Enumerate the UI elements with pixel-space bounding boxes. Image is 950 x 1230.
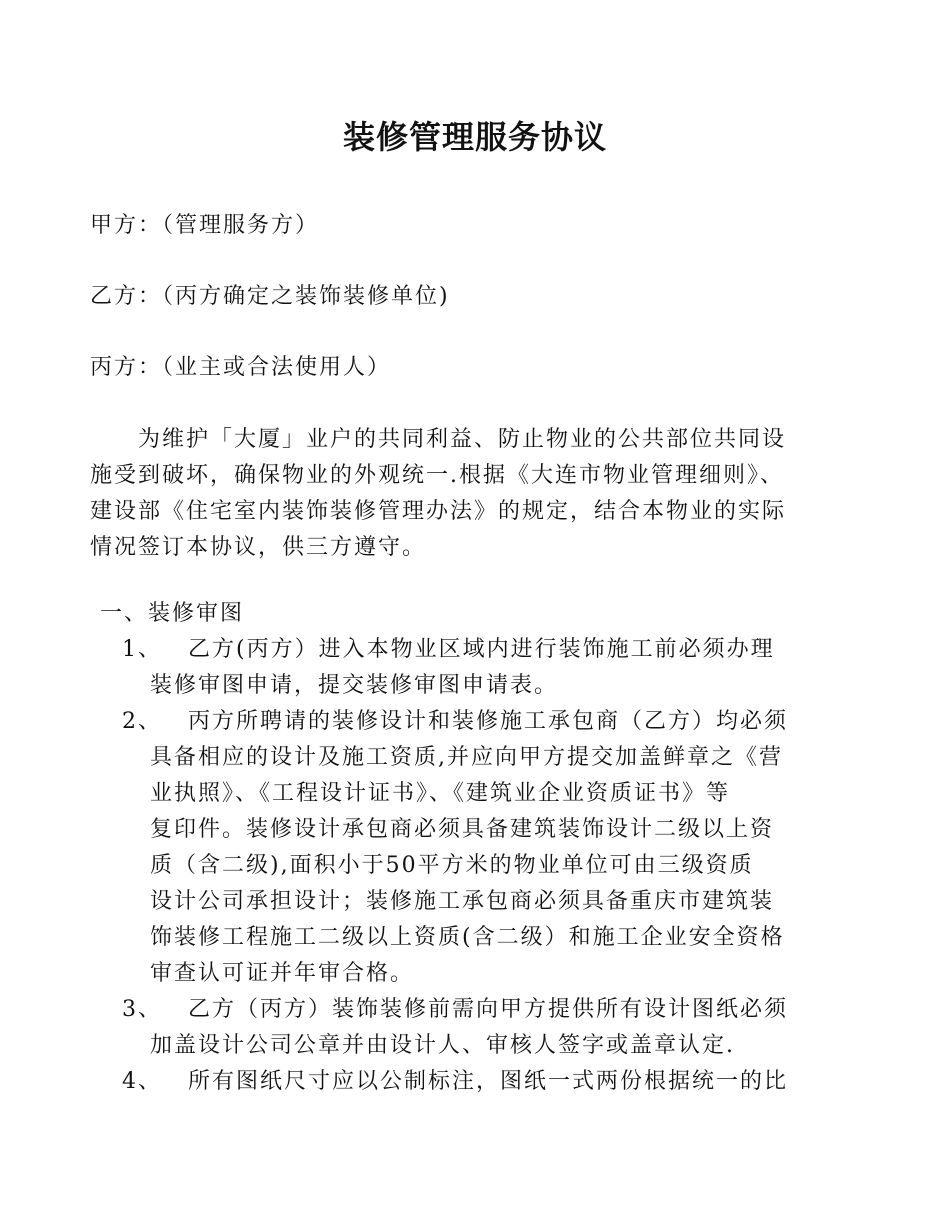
item-number: 2、 <box>122 709 162 734</box>
intro-paragraph <box>90 422 830 566</box>
item-line: 业执照》、《工程设计证书》、《建筑业企业资质证书》等 <box>150 781 731 806</box>
intro-line: 情况签订本协议，供三方遵守。 <box>90 535 427 560</box>
item-line: 丙方所聘请的装修设计和装修施工承包商（乙方）均必须 <box>188 709 789 734</box>
item-line: 复印件。装修设计承包商必须具备建筑装饰设计二级以上资 <box>150 817 775 842</box>
list-item <box>122 632 842 704</box>
list-item <box>122 1064 842 1100</box>
intro-line: 施受到破坏，确保物业的外观统一.根据《大连市物业管理细则》、 <box>90 463 784 488</box>
item-number: 4、 <box>122 1069 162 1094</box>
list-item <box>122 704 842 992</box>
intro-line: 建设部《住宅室内装饰装修管理办法》的规定，结合本物业的实际 <box>90 499 787 524</box>
item-line: 乙方(丙方）进入本物业区域内进行装饰施工前必须办理 <box>188 637 775 662</box>
item-line: 加盖设计公司公章并由设计人、审核人签字或盖章认定. <box>150 1033 735 1058</box>
item-line: 装修审图申请，提交装修审图申请表。 <box>150 673 559 698</box>
section-heading: 一、装修审图 <box>100 601 245 626</box>
item-line: 设计公司承担设计；装修施工承包商必须具备重庆市建筑装 <box>150 889 775 914</box>
document-title: 装修管理服务协议 <box>342 118 607 156</box>
item-line: 质（含二级),面积小于50平方米的物业单位可由三级资质 <box>150 853 754 878</box>
item-number: 1、 <box>122 637 162 662</box>
party-c: 丙方：（业主或合法使用人） <box>90 355 392 380</box>
party-b: 乙方：（丙方确定之装饰装修单位) <box>90 284 450 309</box>
list-item <box>122 992 842 1064</box>
item-line: 所有图纸尺寸应以公制标注，图纸一式两份根据统一的比 <box>188 1069 789 1094</box>
item-line: 审查认可证并年审合格。 <box>150 961 415 986</box>
item-line: 饰装修工程施工二级以上资质(含二级）和施工企业安全资格 <box>150 925 785 950</box>
item-number: 3、 <box>122 997 162 1022</box>
party-a: 甲方：（管理服务方） <box>90 213 320 238</box>
item-line: 乙方（丙方）装饰装修前需向甲方提供所有设计图纸必须 <box>188 997 789 1022</box>
intro-line: 为维护「大厦」业户的共同利益、防止物业的公共部位共同设 <box>138 427 787 452</box>
item-line: 具备相应的设计及施工资质,并应向甲方提交加盖鲜章之《营 <box>150 745 783 770</box>
